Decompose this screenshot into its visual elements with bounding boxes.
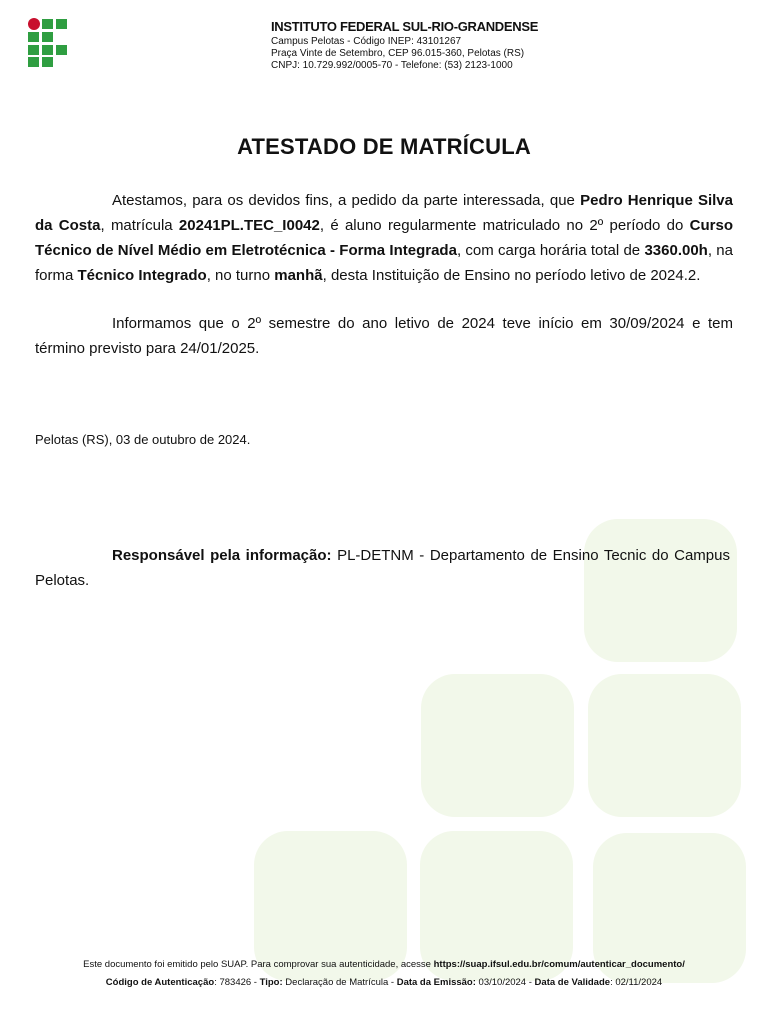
document-footer xyxy=(0,956,768,992)
auth-value: : 783426 - xyxy=(214,977,260,988)
text: Atestamos, para os devidos fins, a pedido da parte interessada, que xyxy=(112,192,581,209)
text: , com carga horária total de xyxy=(456,242,645,259)
valid-label: Data de Validade xyxy=(534,977,611,988)
logo-square xyxy=(56,45,67,55)
text: Informamos que o 2º semestre do ano letivo de 2024 teve início em 30/09/2024 e tem término previsto para 24/01/2025. xyxy=(35,315,733,357)
valid-value: : 02/11/2024 xyxy=(610,977,663,988)
footer-line-1 xyxy=(0,956,768,974)
auth-label: Código de Autenticação xyxy=(105,977,215,988)
campus-line: Campus Pelotas - Código INEP: 43101267 xyxy=(271,36,462,47)
authentication-url: https://suap.ifsul.edu.br/comum/autenticar_documento/ xyxy=(433,959,685,970)
text: , matrícula xyxy=(100,217,179,234)
course-form: Técnico Integrado xyxy=(77,267,207,284)
type-label: Tipo: xyxy=(259,977,283,988)
text: , no turno xyxy=(206,267,275,284)
logo-square xyxy=(28,32,39,42)
responsible-paragraph xyxy=(35,543,730,593)
date-line: Pelotas (RS), 03 de outubro de 2024. xyxy=(35,432,251,447)
document-header xyxy=(271,19,538,72)
logo-square xyxy=(42,32,53,42)
registration-number: 20241PL.TEC_I0042 xyxy=(178,217,320,234)
watermark-block xyxy=(588,674,741,817)
institution-logo xyxy=(28,18,68,68)
issue-label: Data da Emissão: xyxy=(396,977,476,988)
cnpj-line: CNPJ: 10.729.992/0005-70 - Telefone: (53) 2123-1000 xyxy=(271,60,513,71)
logo-square xyxy=(42,45,53,55)
watermark-block xyxy=(421,674,574,817)
logo-square xyxy=(28,57,39,67)
logo-square xyxy=(42,57,53,67)
shift: manhã xyxy=(274,267,323,284)
address-line: Praça Vinte de Setembro, CEP 96.015-360, Pelotas (RS) xyxy=(271,48,525,59)
logo-square xyxy=(42,19,53,29)
student-name: Pedro Henrique Silva da Costa xyxy=(35,192,733,234)
document-title: ATESTADO DE MATRÍCULA xyxy=(237,134,531,159)
course-name: Curso Técnico de Nível Médio em Eletrotécnica - Forma Integrada xyxy=(35,217,734,259)
logo-square xyxy=(56,19,67,29)
institution-name: INSTITUTO FEDERAL SUL-RIO-GRANDENSE xyxy=(271,19,539,34)
logo-square xyxy=(28,45,39,55)
type-value: Declaração de Matrícula - xyxy=(282,977,397,988)
attestation-paragraph xyxy=(35,188,733,288)
text: , desta Instituição de Ensino no período letivo de 2024.2. xyxy=(322,267,701,284)
issue-value: 03/10/2024 - xyxy=(475,977,535,988)
semester-paragraph xyxy=(35,311,733,361)
logo-circle xyxy=(28,18,40,30)
text: , é aluno regularmente matriculado no 2º período do xyxy=(319,217,690,234)
workload: 3360.00h xyxy=(644,242,708,259)
text: , na forma xyxy=(35,242,733,284)
text: Este documento foi emitido pelo SUAP. Para comprovar sua autenticidade, acesse xyxy=(83,959,434,970)
responsible-value: PL-DETNM - Departamento de Ensino Tecnic do Campus Pelotas. xyxy=(35,547,730,589)
footer-line-2 xyxy=(0,974,768,992)
responsible-label: Responsável pela informação: xyxy=(112,547,332,564)
